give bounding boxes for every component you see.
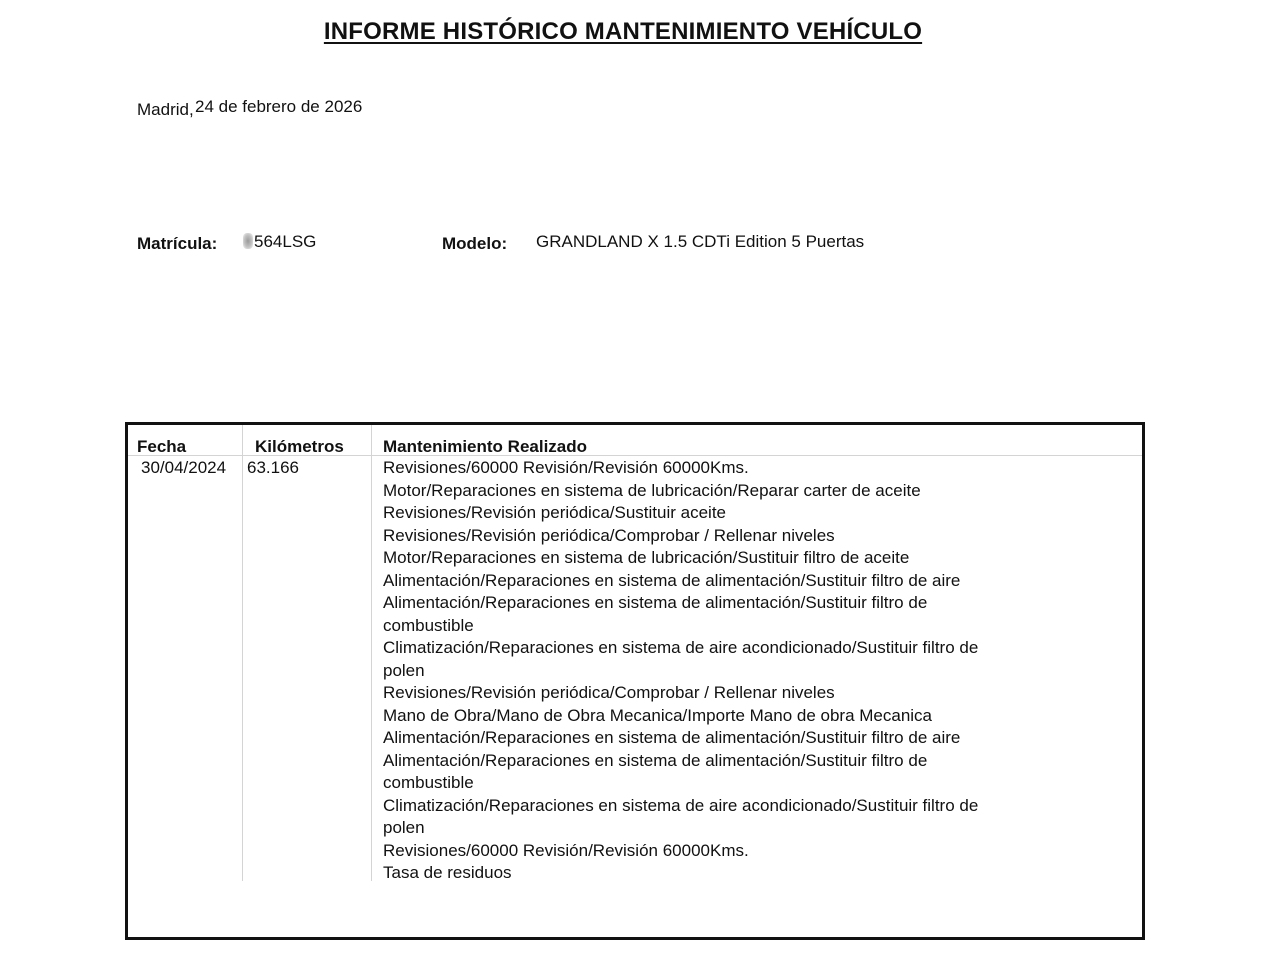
maintenance-line: Revisiones/60000 Revisión/Revisión 60000Kms. — [383, 840, 749, 860]
maintenance-line: Climatización/Reparaciones en sistema de aire acondicionado/Sustituir filtro de — [383, 638, 979, 657]
column-divider — [242, 425, 243, 881]
maintenance-line: Alimentación/Reparaciones en sistema de alimentación/Sustituir filtro de aire — [383, 570, 961, 590]
maintenance-line: Revisiones/Revisión periódica/Comprobar / Rellenar niveles — [383, 683, 835, 702]
row-km: 63.166 — [247, 458, 299, 477]
redaction-blur — [243, 233, 253, 249]
maintenance-line: Alimentación/Reparaciones en sistema de alimentación/Sustituir filtro de aire — [383, 728, 961, 747]
plate-label: Matrícula: — [137, 234, 218, 253]
maintenance-line: Revisiones/Revisión periódica/Sustituir aceite — [383, 503, 726, 522]
maintenance-line: combustible — [383, 615, 474, 635]
report-city: Madrid, — [137, 100, 194, 119]
maintenance-line: combustible — [383, 773, 474, 792]
plate-value-text: 564LSG — [254, 232, 317, 251]
maintenance-line: Alimentación/Reparaciones en sistema de alimentación/Sustituir filtro de — [383, 750, 928, 770]
maintenance-line: Tasa de residuos — [383, 863, 512, 882]
column-header-km: Kilómetros — [255, 437, 344, 456]
maintenance-lines — [383, 457, 1023, 885]
column-header-work: Mantenimiento Realizado — [383, 437, 588, 456]
column-divider — [371, 425, 372, 881]
model-label: Modelo: — [442, 234, 508, 253]
maintenance-line: Revisiones/60000 Revisión/Revisión 60000Kms. — [383, 458, 749, 477]
maintenance-table — [125, 422, 1145, 940]
maintenance-line: polen — [383, 818, 425, 837]
maintenance-line: Alimentación/Reparaciones en sistema de alimentación/Sustituir filtro de — [383, 593, 928, 612]
maintenance-line: polen — [383, 660, 425, 680]
row-date: 30/04/2024 — [141, 458, 227, 477]
maintenance-line: Climatización/Reparaciones en sistema de aire acondicionado/Sustituir filtro de — [383, 795, 979, 815]
report-title: INFORME HISTÓRICO MANTENIMIENTO VEHÍCULO — [323, 18, 923, 45]
maintenance-line: Motor/Reparaciones en sistema de lubricación/Sustituir filtro de aceite — [383, 548, 910, 567]
maintenance-line: Motor/Reparaciones en sistema de lubricación/Reparar carter de aceite — [383, 480, 921, 500]
report-date: 24 de febrero de 2026 — [195, 97, 363, 116]
model-value: GRANDLAND X 1.5 CDTi Edition 5 Puertas — [536, 232, 865, 251]
column-header-date: Fecha — [137, 437, 187, 456]
maintenance-line: Mano de Obra/Mano de Obra Mecanica/Importe Mano de obra Mecanica — [383, 705, 933, 725]
plate-value — [243, 232, 316, 252]
maintenance-line: Revisiones/Revisión periódica/Comprobar / Rellenar niveles — [383, 525, 835, 545]
